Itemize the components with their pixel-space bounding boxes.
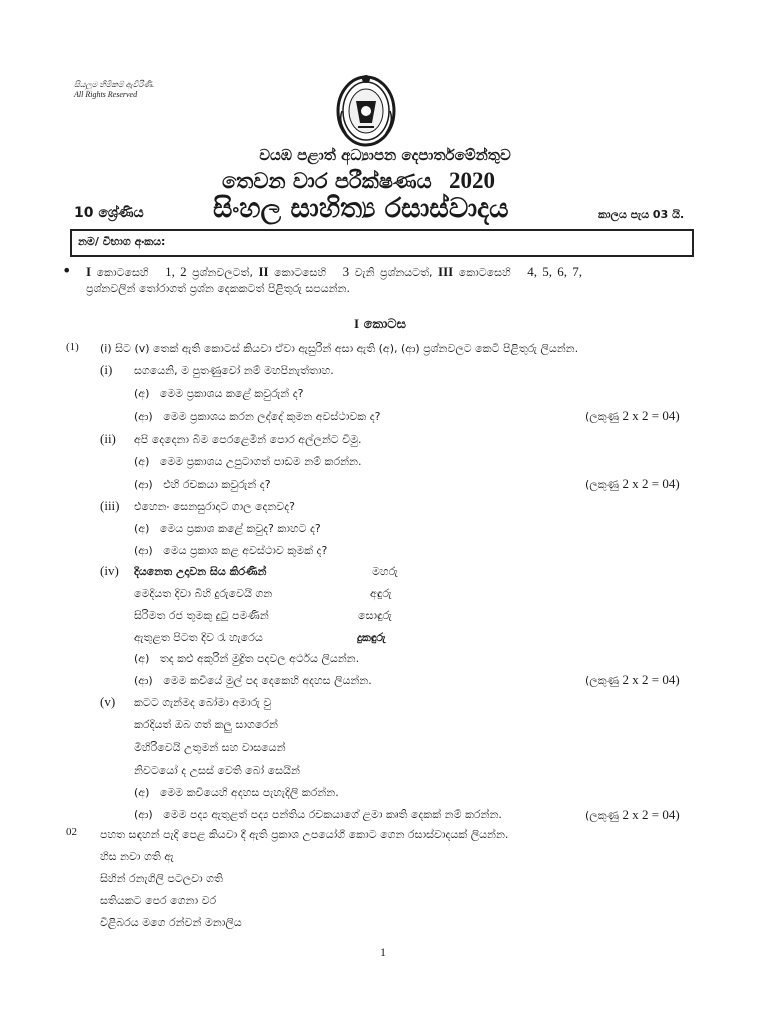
poem-iv-word-3: සොඳුරු: [358, 609, 392, 622]
item-iii-quote: එහෙනං සෙනසුරාදාට ගාල දෙනවද?: [134, 500, 295, 513]
poem-iv-word-4: දුකඳුරු: [357, 631, 386, 644]
q2-instruction: පහත සඳහන් පැදි පෙළ කියවා දී ඇති ප්‍රකාශ උපයෝගී කොට ගෙන රසාස්වාදයක් ලියන්න.: [100, 828, 509, 841]
item-v-b: (ආ) මෙම පද්‍ය ඇතුළත් පද්‍ය පන්තිය රචකයාගේ ළමා කෘති දෙකක් නම් කරන්න.: [134, 808, 502, 821]
q1-instruction: (i) සිට (v) තෙක් ඇති කොටස් කියවා ඒවා ඇසුරින් අසා ඇති (අ), (ආ) ප්‍රශ්නවලට කෙටි පිළිතුරු ලියන්න.: [100, 342, 579, 355]
marks-v: (ලකුණු 2 x 2 = 04): [585, 807, 680, 822]
q2-poem-line-3: සතියකට පෙර ගෙනා වර: [100, 894, 217, 907]
item-v-number: (v): [100, 694, 116, 709]
instruction-line-1: I කොටසෙහි 1, 2 ප්‍රශ්නවලටත්, II කොටසෙහි 3 වැනි ප්‍රශ්නයටත්, III කොටසෙහි 4, 5, 6, 7,: [86, 264, 582, 279]
q2-poem-line-4: විළිබරය මගෙ රන්වන් මනාලිය: [100, 916, 242, 929]
emblem-icon: [334, 71, 398, 149]
q1-number: (1): [66, 341, 79, 353]
poem-iv-word-1: මහරු: [372, 565, 398, 578]
poem-iv-line-1: දියනෙත උදාවන සිය කිරණින්: [134, 565, 267, 578]
item-iii-a: (අ) මෙය ප්‍රකාශ කළේ කවුද? කාහට ද?: [134, 522, 321, 535]
item-i-quote: සගයෙනි, ම පුතණුවෝ නම් මහපිනැත්තාහ.: [134, 364, 334, 377]
poem-v-line-3: මිහිරිවෙයි උතුමන් සහ වාසයෙන්: [134, 741, 286, 754]
marks-iv: (ලකුණු 2 x 2 = 04): [585, 672, 680, 687]
rights-si: සියලුම හිමිකම් ඇවිරිණි.: [74, 80, 155, 89]
poem-iv-line-2: මෙදියත දිවා බිහි දුරුවෙයි ගන: [134, 587, 273, 600]
name-box[interactable]: [70, 229, 694, 257]
poem-v-line-4: නිවටයෝ ද උසස් වෙති බෝ සෙයින්: [134, 764, 300, 777]
item-i-number: (i): [100, 362, 113, 377]
item-ii-a: (අ) මෙම ප්‍රකාශය උපුටාගත් පාඩම නම් කරන්න.: [134, 455, 362, 468]
rights-notice: [74, 80, 154, 100]
poem-v-line-2: කරදියත් ඔබ ගත් කලු සාගරෙන්: [134, 718, 278, 731]
grade-label: 10 ශ්‍රේණිය: [74, 205, 144, 221]
rights-en: All Rights Reserved: [74, 90, 138, 99]
section-1-title: I කොටස: [354, 316, 406, 332]
time-allowed: කාලය පැය 03 යි.: [598, 208, 685, 221]
item-ii-number: (ii): [100, 431, 116, 446]
marks-i: (ලකුණු 2 x 2 = 04): [585, 408, 680, 423]
poem-iv-line-3: සිරිමත රජ තුමකු දුටු පමණින්: [134, 609, 269, 622]
item-ii-b: (ආ) එහි රචකයා කවුරුන් ද?: [134, 478, 271, 491]
q2-poem-line-1: හිස නවා ගති ඇ: [100, 850, 174, 863]
exam-title: [222, 168, 495, 194]
item-iv-b: (ආ) මෙම කවියේ මුල් පද දෙකෙහි අදහස ලියන්න.: [134, 674, 372, 687]
item-ii-quote: අපි දෙදෙනා බිම පෙරළෙමින් පොර අල්ලන්ට විමු.: [134, 433, 362, 446]
poem-iv-line-4: ඇතුළත පිටත දිව රැ හැරෙය: [134, 631, 263, 644]
item-v-a: (අ) මෙම කවියෙහි අදහස පැහැදිලි කරන්න.: [134, 786, 339, 799]
poem-v-line-1: කටට ගැන්මද බෝමා අමාරු වු: [134, 696, 272, 709]
item-iii-number: (iii): [100, 498, 120, 513]
poem-iv-word-2: අඳුරු: [370, 587, 392, 600]
department-name: වයඹ පළාත් අධ්‍යාපන දෙපාර්තමේන්තුව: [259, 146, 511, 164]
q2-number: 02: [66, 826, 77, 838]
item-iv-number: (iv): [100, 563, 119, 578]
q2-poem-line-2: සිහින් රනැගිලි පටලවා ගති: [100, 872, 223, 885]
item-iv-a: (අ) තද කළු අකුරින් මුද්‍රිත පදවල අර්ථය ලියන්න.: [134, 652, 360, 665]
exam-year: 2020: [448, 168, 495, 193]
bullet-icon: •: [62, 261, 72, 280]
item-i-a: (අ) මෙම ප්‍රකාශය කළේ කවුරුන් ද?: [134, 387, 304, 400]
name-label: නම/ විභාග අංකය:: [78, 235, 166, 248]
page-number: 1: [380, 945, 386, 959]
marks-ii: (ලකුණු 2 x 2 = 04): [585, 476, 680, 491]
item-iii-b: (ආ) මෙය ප්‍රකාශ කළ අවස්ථාව කුමක් ද?: [134, 544, 328, 557]
subject-title: සිංහල සාහිත්‍ය රසාස්වාදය: [213, 193, 509, 224]
instruction-line-2: ප්‍රශ්නවලින් තෝරාගත් ප්‍රශ්න දෙකකටත් පිළිතුරු සපයන්න.: [86, 282, 350, 295]
item-i-b: (ආ) මෙම ප්‍රකාශය කරන ලද්දේ කුමන අවස්ථාවක ද?: [134, 410, 381, 423]
exam-title-text: තෙවන වාර පරීක්ෂණය: [222, 169, 432, 193]
